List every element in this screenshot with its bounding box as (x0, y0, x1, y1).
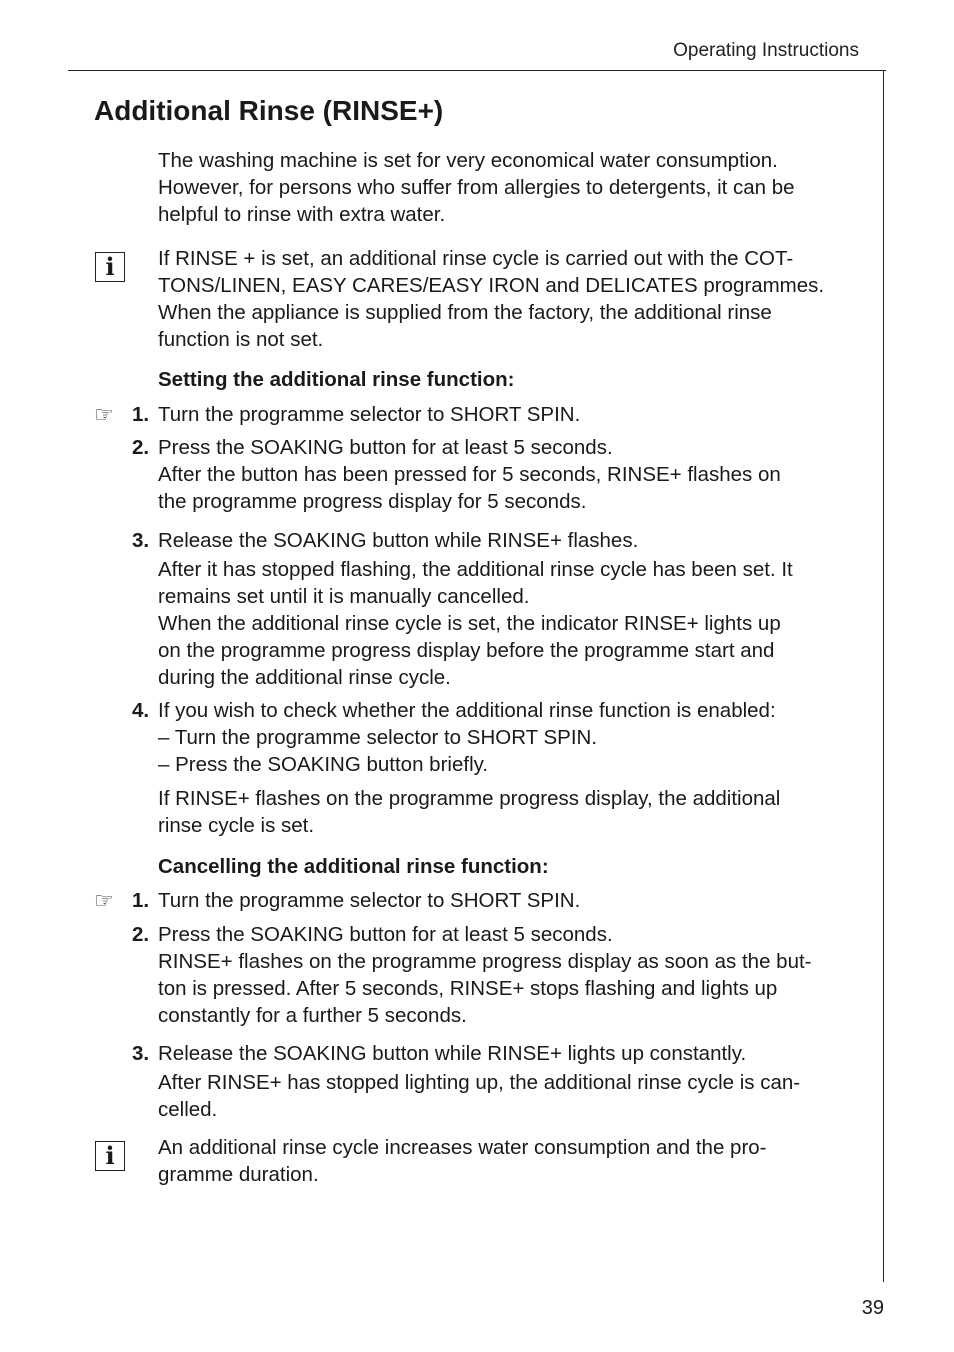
step-line: – Press the SOAKING button briefly. (158, 753, 489, 776)
step-line: during the additional rinse cycle. (158, 666, 451, 689)
info-line: gramme duration. (158, 1163, 319, 1186)
pointing-hand-icon: ☞ (94, 888, 114, 913)
side-rule (883, 70, 884, 1282)
step-line: – Turn the programme selector to SHORT SPIN. (158, 726, 598, 749)
step-line: When the additional rinse cycle is set, the indicator RINSE+ lights up (158, 612, 781, 635)
step-text (158, 434, 858, 515)
step-number: 4. (132, 699, 150, 722)
step-number: 2. (132, 923, 150, 946)
setting-heading: Setting the additional rinse function: (158, 368, 515, 391)
step-line: Press the SOAKING button for at least 5 seconds. (158, 923, 613, 946)
info-icon: i (95, 252, 125, 282)
info-line: TONS/LINEN, EASY CARES/EASY IRON and DELICATES programmes. (158, 274, 825, 297)
page-title: Additional Rinse (RINSE+) (94, 95, 444, 126)
intro-line: The washing machine is set for very economical water consumption. (158, 149, 778, 172)
step-line: After RINSE+ has stopped lighting up, the additional rinse cycle is can- (158, 1071, 801, 1094)
header-rule (68, 70, 886, 71)
info-line: An additional rinse cycle increases water consumption and the pro- (158, 1136, 767, 1159)
step-text (158, 921, 858, 1029)
step-line: remains set until it is manually cancelled. (158, 585, 530, 608)
step-text (158, 527, 858, 691)
step-line: Release the SOAKING button while RINSE+ flashes. (158, 529, 639, 552)
step-text (158, 1040, 858, 1123)
step-line: Release the SOAKING button while RINSE+ lights up constantly. (158, 1042, 747, 1065)
step-text (158, 697, 858, 778)
info-line: If RINSE + is set, an additional rinse cycle is carried out with the COT- (158, 247, 794, 270)
info-line: When the appliance is supplied from the factory, the additional rinse (158, 301, 772, 324)
step-line: After it has stopped flashing, the additional rinse cycle has been set. It (158, 558, 793, 581)
step-number: 2. (132, 436, 150, 459)
info-icon: i (95, 1141, 125, 1171)
step-line: If you wish to check whether the additional rinse function is enabled: (158, 699, 776, 722)
step-line: If RINSE+ flashes on the programme progress display, the additional (158, 787, 781, 810)
step-line: RINSE+ flashes on the programme progress display as soon as the but- (158, 950, 812, 973)
intro-line: However, for persons who suffer from allergies to detergents, it can be (158, 176, 795, 199)
intro-line: helpful to rinse with extra water. (158, 203, 446, 226)
step-note (158, 785, 858, 839)
page-number: 39 (861, 1297, 884, 1319)
info-paragraph (158, 245, 858, 353)
step-line: Press the SOAKING button for at least 5 seconds. (158, 436, 613, 459)
step-text: Turn the programme selector to SHORT SPIN. (158, 403, 581, 426)
step-line: After the button has been pressed for 5 seconds, RINSE+ flashes on (158, 463, 781, 486)
step-number: 3. (132, 1042, 150, 1065)
step-line: rinse cycle is set. (158, 814, 315, 837)
step-number: 1. (132, 403, 150, 426)
intro-paragraph (158, 147, 858, 228)
step-number: 1. (132, 889, 150, 912)
step-line: celled. (158, 1098, 218, 1121)
step-line: constantly for a further 5 seconds. (158, 1004, 467, 1027)
cancelling-heading: Cancelling the additional rinse function: (158, 855, 549, 878)
info-line: function is not set. (158, 328, 324, 351)
info-paragraph (158, 1134, 858, 1188)
pointing-hand-icon: ☞ (94, 402, 114, 427)
step-line: ton is pressed. After 5 seconds, RINSE+ stops flashing and lights up (158, 977, 778, 1000)
step-line: the programme progress display for 5 seconds. (158, 490, 587, 513)
step-text: Turn the programme selector to SHORT SPIN. (158, 889, 581, 912)
step-number: 3. (132, 529, 150, 552)
header-label: Operating Instructions (673, 40, 859, 61)
step-line: on the programme progress display before the programme start and (158, 639, 775, 662)
